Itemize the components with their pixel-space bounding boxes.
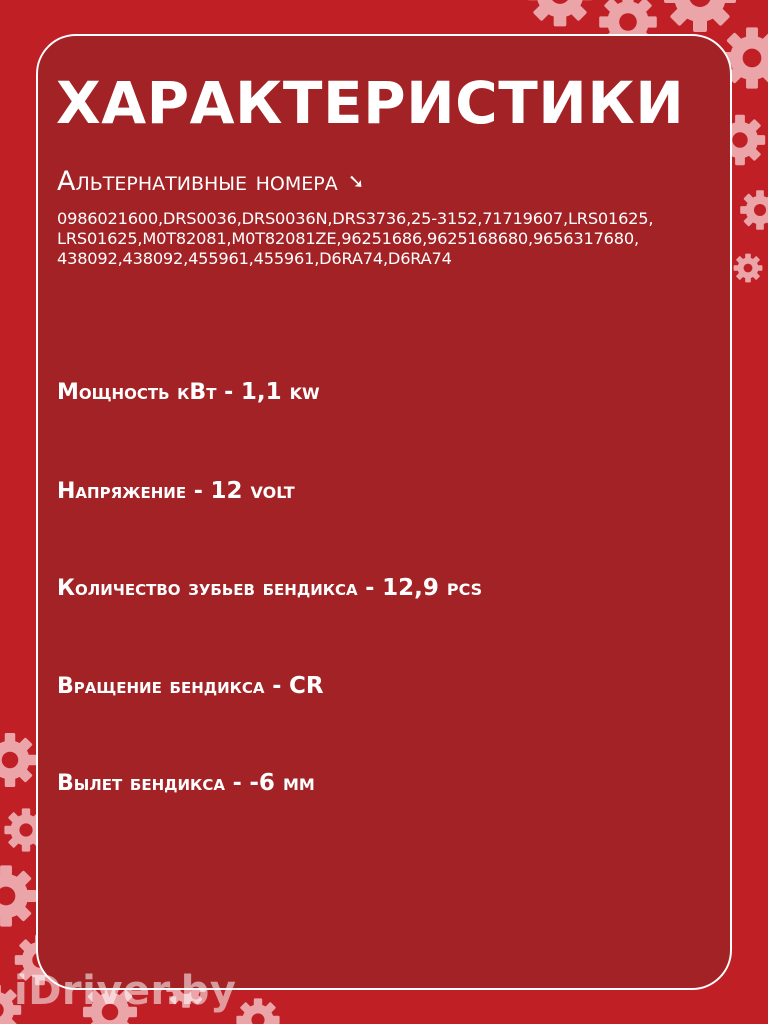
spec-label: Напряжение - (57, 479, 211, 504)
alt-numbers-heading-text: Альтернативные номера (57, 166, 338, 197)
spec-value: CR (289, 673, 324, 699)
spec-offset (57, 768, 315, 799)
spec-rotation (57, 671, 324, 702)
alt-numbers-line: 0986021600,DRS0036,DRS0036N,DRS3736,25-3152,71719607,LRS01625, (57, 209, 654, 228)
spec-label: Мощность кВт - (57, 380, 241, 405)
spec-value: 1,1 kw (240, 379, 320, 405)
spec-label: Вращение бендикса - (57, 674, 289, 699)
spec-voltage (57, 476, 295, 507)
spec-teeth-count (57, 573, 482, 604)
alt-numbers-line: LRS01625,M0T82081,M0T82081ZE,96251686,9625168680,9656317680, (57, 229, 639, 248)
spec-label: Вылет бендикса - (57, 771, 250, 796)
alt-numbers-heading (57, 162, 365, 201)
spec-value: 12 volt (210, 478, 295, 504)
alt-numbers-list (57, 209, 737, 269)
arrow-down-right-icon: ➘ (347, 169, 365, 193)
alt-numbers-line: 438092,438092,455961,455961,D6RA74,D6RA74 (57, 249, 452, 268)
page-title: ХАРАКТЕРИСТИКИ (56, 69, 685, 137)
spec-value: 12,9 pcs (382, 575, 483, 601)
spec-label: Количество зубьев бендикса - (57, 576, 383, 601)
spec-power (57, 377, 320, 408)
watermark: iDriver.by (14, 968, 237, 1014)
spec-value: -6 мм (249, 770, 315, 796)
